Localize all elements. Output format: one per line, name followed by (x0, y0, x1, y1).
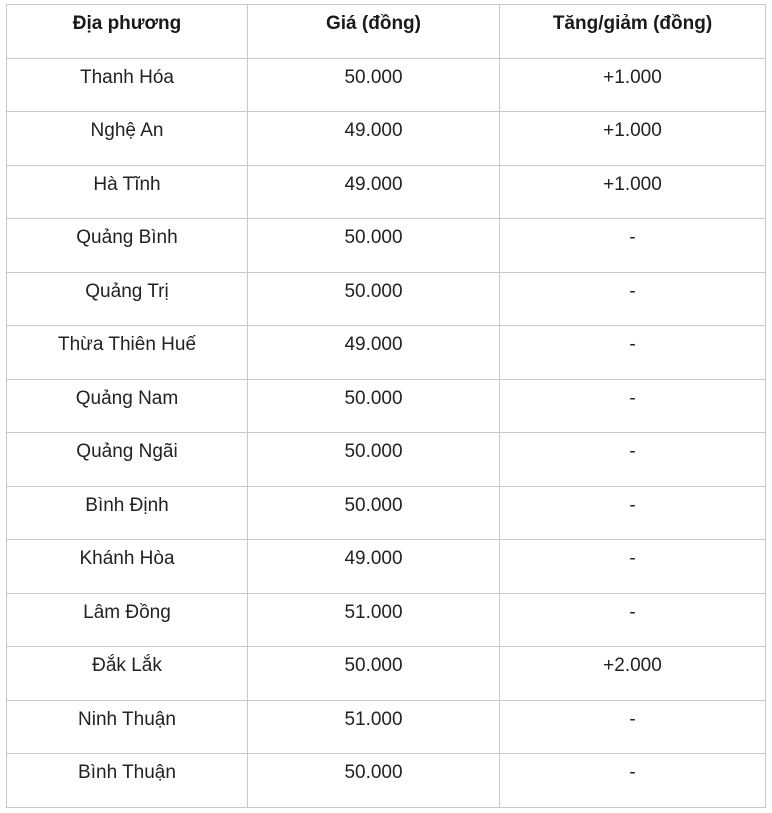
header-row (7, 5, 766, 59)
cell-change: +1.000 (500, 165, 766, 219)
cell-price: 50.000 (248, 219, 500, 273)
cell-change: - (500, 700, 766, 754)
table-body (7, 58, 766, 807)
cell-price: 50.000 (248, 754, 500, 808)
cell-price: 49.000 (248, 165, 500, 219)
cell-change: - (500, 433, 766, 487)
cell-change: +1.000 (500, 58, 766, 112)
cell-change: +1.000 (500, 112, 766, 166)
cell-change: - (500, 593, 766, 647)
price-table (6, 4, 766, 808)
cell-price: 49.000 (248, 540, 500, 594)
cell-region: Quảng Bình (7, 219, 248, 273)
header-price: Giá (đồng) (248, 5, 500, 59)
cell-price: 50.000 (248, 433, 500, 487)
cell-price: 49.000 (248, 326, 500, 380)
header-change: Tăng/giảm (đồng) (500, 5, 766, 59)
cell-price: 51.000 (248, 700, 500, 754)
cell-region: Hà Tĩnh (7, 165, 248, 219)
cell-change: - (500, 379, 766, 433)
table-header (7, 5, 766, 59)
cell-change: - (500, 540, 766, 594)
cell-price: 50.000 (248, 58, 500, 112)
table-row (7, 700, 766, 754)
cell-change: - (500, 272, 766, 326)
table-row (7, 219, 766, 273)
table-row (7, 754, 766, 808)
cell-region: Ninh Thuận (7, 700, 248, 754)
table-row (7, 112, 766, 166)
cell-region: Thừa Thiên Huế (7, 326, 248, 380)
cell-change: - (500, 326, 766, 380)
cell-region: Quảng Ngãi (7, 433, 248, 487)
cell-region: Quảng Trị (7, 272, 248, 326)
table-row (7, 647, 766, 701)
cell-price: 50.000 (248, 486, 500, 540)
table-row (7, 58, 766, 112)
table-row (7, 433, 766, 487)
cell-change: - (500, 486, 766, 540)
cell-change: +2.000 (500, 647, 766, 701)
table-row (7, 486, 766, 540)
cell-region: Khánh Hòa (7, 540, 248, 594)
header-region: Địa phương (7, 5, 248, 59)
table-row (7, 272, 766, 326)
cell-change: - (500, 754, 766, 808)
cell-price: 49.000 (248, 112, 500, 166)
table-row (7, 379, 766, 433)
cell-region: Nghệ An (7, 112, 248, 166)
cell-region: Bình Thuận (7, 754, 248, 808)
cell-change: - (500, 219, 766, 273)
cell-price: 50.000 (248, 647, 500, 701)
cell-price: 50.000 (248, 379, 500, 433)
table-row (7, 593, 766, 647)
cell-region: Bình Định (7, 486, 248, 540)
cell-region: Đắk Lắk (7, 647, 248, 701)
cell-region: Quảng Nam (7, 379, 248, 433)
cell-price: 50.000 (248, 272, 500, 326)
cell-price: 51.000 (248, 593, 500, 647)
cell-region: Lâm Đồng (7, 593, 248, 647)
cell-region: Thanh Hóa (7, 58, 248, 112)
table-row (7, 540, 766, 594)
table-row (7, 165, 766, 219)
table-row (7, 326, 766, 380)
